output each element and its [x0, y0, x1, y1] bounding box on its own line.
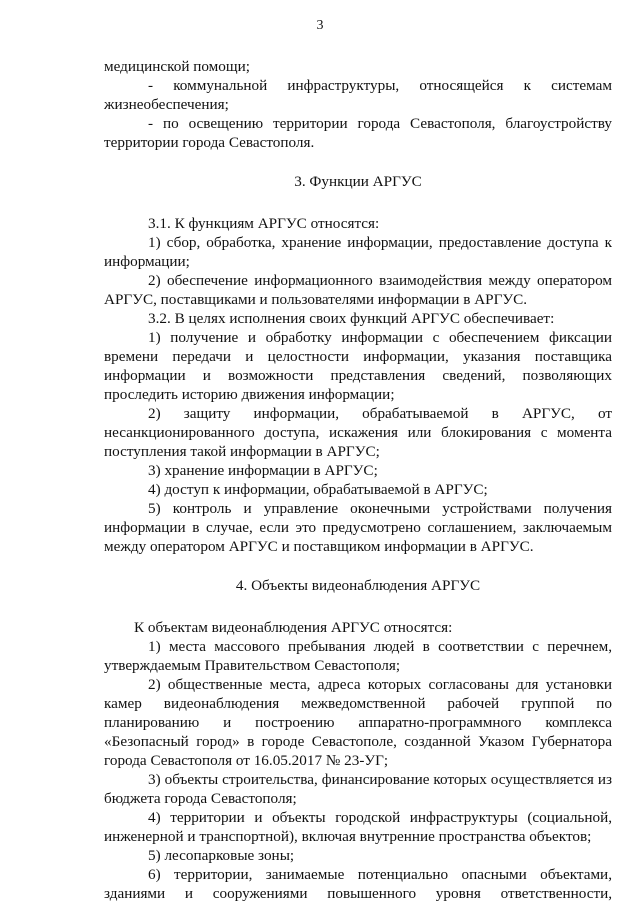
list-item: 5) контроль и управление оконечными устройствами получения информации в случае, если это предусмотрено соглашением, заключаемым между оператором АРГУС и поставщиком информации в АРГУС.: [104, 500, 612, 555]
list-item: 2) общественные места, адреса которых согласованы для установки камер видеонаблюдения межведомственной рабочей группой по планированию и построению аппаратно-программного комплекса «Безопасный город» в городе Севастополе, созданной Указом Губернатора города Севастополя от 16.05.2017 № 23-УГ;: [104, 676, 612, 769]
list-item: 4) доступ к информации, обрабатываемой в АРГУС;: [148, 481, 488, 498]
paragraph: 3.1. К функциям АРГУС относятся:: [148, 215, 380, 232]
section-heading: 4. Объекты видеонаблюдения АРГУС: [235, 577, 481, 594]
paragraph: К объектам видеонаблюдения АРГУС относятся:: [134, 619, 453, 636]
list-item: 6) территории, занимаемые потенциально опасными объектами, зданиями и сооружениями повышенного уровня ответственности,: [104, 866, 612, 902]
list-item: 1) места массового пребывания людей в соответствии с перечнем, утверждаемым Правительством Севастополя;: [104, 638, 612, 674]
page-number: 3: [316, 18, 324, 33]
list-item: 2) защиту информации, обрабатываемой в АРГУС, от несанкционированного доступа, искажения или блокирования с момента поступления такой информации в АРГУС;: [104, 405, 612, 460]
section-heading: 3. Функции АРГУС: [294, 173, 422, 190]
list-item: 2) обеспечение информационного взаимодействия между оператором АРГУС, поставщиками и пользователями информации в АРГУС.: [104, 272, 612, 308]
document-body: [104, 57, 612, 903]
paragraph: 3.2. В целях исполнения своих функций АРГУС обеспечивает:: [148, 310, 555, 327]
list-item: 4) территории и объекты городской инфраструктуры (социальной, инженерной и транспортной), включая внутренние пространства объектов;: [104, 809, 612, 845]
paragraph: - коммунальной инфраструктуры, относящейся к системам жизнеобеспечения;: [104, 77, 612, 113]
paragraph: медицинской помощи;: [104, 58, 250, 75]
list-item: 5) лесопарковые зоны;: [148, 847, 295, 864]
list-item: 1) получение и обработку информации с обеспечением фиксации времени передачи и целостности информации, указания поставщика информации и возможности представления сведений, позволяющих проследить историю движения информации;: [104, 329, 612, 403]
list-item: 1) сбор, обработка, хранение информации, предоставление доступа к информации;: [104, 234, 612, 270]
list-item: 3) хранение информации в АРГУС;: [148, 462, 378, 479]
paragraph: - по освещению территории города Севастополя, благоустройству территории города Севастополя.: [104, 115, 612, 151]
list-item: 3) объекты строительства, финансирование которых осуществляется из бюджета города Севастополя;: [104, 771, 612, 807]
